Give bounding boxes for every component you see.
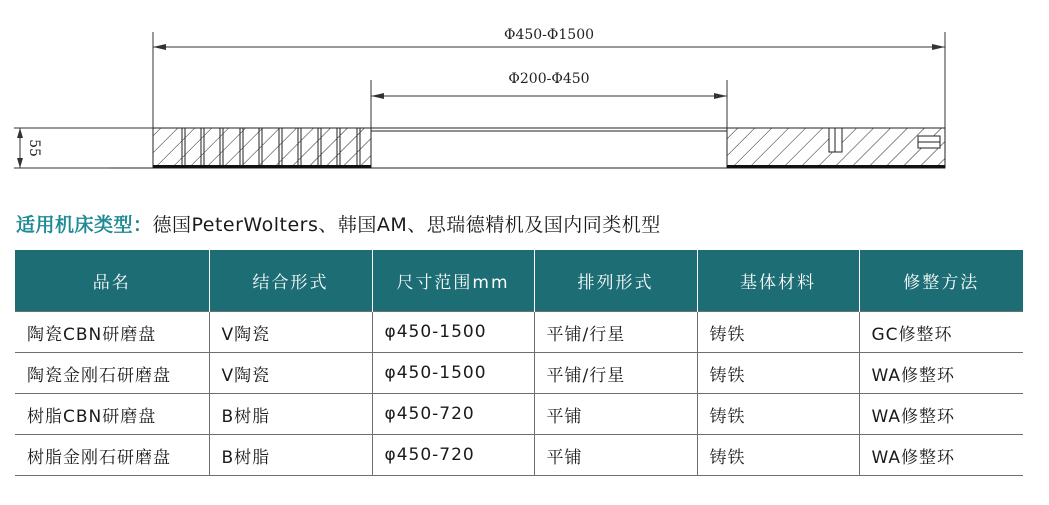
thickness-dimension bbox=[14, 128, 153, 168]
inner-dimension-label: Φ200-Φ450 bbox=[508, 71, 590, 87]
table-row bbox=[15, 312, 1023, 353]
header-product-name: 品名 bbox=[15, 250, 209, 312]
applicable-machines-label: 适用机床类型： bbox=[16, 214, 153, 236]
cell-base-material: 铸铁 bbox=[697, 394, 859, 435]
cell-product-name: 树脂金刚石研磨盘 bbox=[15, 435, 209, 476]
cell-bond-type: B树脂 bbox=[209, 435, 372, 476]
left-ring-section bbox=[153, 128, 371, 168]
applicable-machines bbox=[16, 210, 661, 237]
table-header-row bbox=[15, 250, 1023, 312]
cell-base-material: 铸铁 bbox=[697, 435, 859, 476]
cell-dressing-method: WA修整环 bbox=[859, 394, 1023, 435]
cell-bond-type: V陶瓷 bbox=[209, 353, 372, 394]
header-base-material: 基体材料 bbox=[697, 250, 859, 312]
table-row bbox=[15, 435, 1023, 476]
header-dressing-method: 修整方法 bbox=[859, 250, 1023, 312]
header-size-range: 尺寸范围mm bbox=[372, 250, 534, 312]
technical-drawing bbox=[0, 0, 1049, 205]
cell-product-name: 陶瓷CBN研磨盘 bbox=[15, 312, 209, 353]
cell-size-range: φ450-720 bbox=[372, 394, 534, 435]
cell-dressing-method: GC修整环 bbox=[859, 312, 1023, 353]
cell-bond-type: V陶瓷 bbox=[209, 312, 372, 353]
header-arrangement: 排列形式 bbox=[534, 250, 697, 312]
cell-product-name: 树脂CBN研磨盘 bbox=[15, 394, 209, 435]
table-row bbox=[15, 353, 1023, 394]
inner-dimension bbox=[371, 71, 727, 128]
cell-dressing-method: WA修整环 bbox=[859, 435, 1023, 476]
cell-base-material: 铸铁 bbox=[697, 353, 859, 394]
table-row bbox=[15, 394, 1023, 435]
product-spec-table bbox=[15, 250, 1023, 476]
cell-product-name: 陶瓷金刚石研磨盘 bbox=[15, 353, 209, 394]
outer-dimension-label: Φ450-Φ1500 bbox=[503, 27, 595, 43]
cell-arrangement: 平铺 bbox=[534, 394, 697, 435]
cell-arrangement: 平铺/行星 bbox=[534, 312, 697, 353]
cell-arrangement: 平铺 bbox=[534, 435, 697, 476]
applicable-machines-value: 德国PeterWolters、韩国AM、思瑞德精机及国内同类机型 bbox=[152, 214, 661, 236]
cell-bond-type: B树脂 bbox=[209, 394, 372, 435]
header-bond-type: 结合形式 bbox=[209, 250, 372, 312]
cell-size-range: φ450-1500 bbox=[372, 353, 534, 394]
cell-arrangement: 平铺/行星 bbox=[534, 353, 697, 394]
cell-size-range: φ450-720 bbox=[372, 435, 534, 476]
cell-base-material: 铸铁 bbox=[697, 312, 859, 353]
thickness-label: 55 bbox=[26, 139, 42, 157]
cell-size-range: φ450-1500 bbox=[372, 312, 534, 353]
right-base-section bbox=[727, 128, 945, 168]
cell-dressing-method: WA修整环 bbox=[859, 353, 1023, 394]
